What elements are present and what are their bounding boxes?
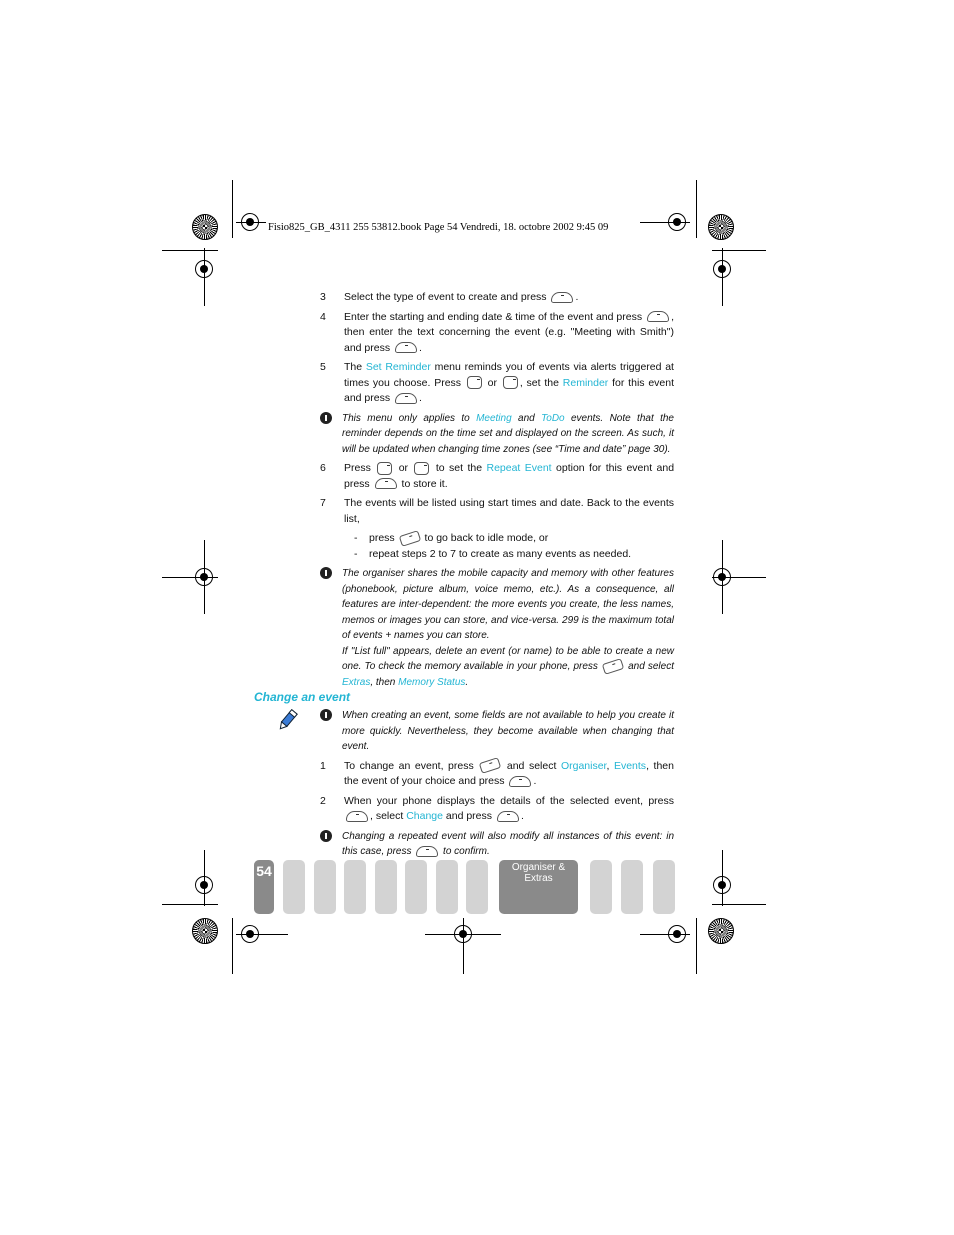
step-number: 5	[320, 361, 326, 373]
registration-mark	[241, 213, 259, 231]
step-number: 3	[320, 291, 326, 303]
menu-link-memory-status: Memory Status	[398, 676, 466, 688]
nav-left-icon	[467, 376, 482, 389]
menu-link-reminder: Reminder	[562, 376, 609, 389]
menu-link-repeat-event: Repeat Event	[486, 462, 552, 474]
ok-key-icon	[647, 311, 669, 322]
info-icon	[320, 412, 332, 424]
soft-key-icon	[346, 811, 368, 822]
menu-key-icon	[479, 757, 501, 774]
soft-key-icon	[509, 776, 531, 787]
registration-mark	[668, 213, 686, 231]
note-fields: When creating an event, some fields are not available to help you create it more quickly. Nevertheless, they become available when changing that event.	[320, 708, 674, 755]
step-5: 5 The Set Reminder menu reminds you of events via alerts triggered at times you choose. Press or , set the Reminder for this event and press .	[320, 361, 675, 404]
ok-key-icon	[395, 342, 417, 353]
menu-link-change: Change	[406, 810, 443, 822]
chapter-tab	[344, 860, 366, 914]
registration-mark	[195, 876, 213, 894]
registration-mark	[195, 568, 213, 586]
chapter-tab	[283, 860, 305, 914]
step-number: 6	[320, 462, 326, 474]
book-header: Fisio825_GB_4311 255 53812.book Page 54 Vendredi, 18. octobre 2002 9:45 09	[268, 222, 609, 233]
registration-mark	[713, 568, 731, 586]
soft-key-icon	[416, 846, 438, 857]
starburst-mark	[192, 918, 218, 944]
menu-link-meeting: Meeting	[476, 412, 512, 424]
chapter-label: Organiser & Extras	[499, 860, 578, 914]
step-number: 2	[320, 794, 326, 807]
nav-left-icon	[377, 462, 392, 475]
chapter-tab	[653, 860, 675, 914]
menu-link-extras: Extras	[342, 676, 371, 688]
menu-key-icon	[602, 658, 624, 675]
chapter-tab	[405, 860, 427, 914]
menu-link-events: Events	[613, 759, 647, 772]
registration-mark	[195, 260, 213, 278]
step-number: 4	[320, 310, 326, 323]
starburst-mark	[192, 214, 218, 240]
chapter-tab	[314, 860, 336, 914]
step-6: 6 Press or to set the Repeat Event option for this event and press to store it.	[320, 462, 675, 490]
registration-mark	[668, 925, 686, 943]
step-number: 7	[320, 497, 326, 509]
menu-link-todo: ToDo	[541, 412, 565, 424]
note-reminder: This menu only applies to Meeting and ToDo events. Note that the reminder depends on the time set and displayed on the screen. As such, it will be updated when changing time zones (see “Time and date” page 30).	[320, 411, 674, 458]
list-item: - press to go back to idle mode, or	[354, 531, 674, 547]
step-7: 7 The events will be listed using start times and date. Back to the events list,	[320, 497, 674, 525]
step-4: 4 Enter the starting and ending date & time of the event and press , then enter the text concerning the event (e.g. "Meeting with Smith") and press .	[320, 310, 674, 354]
list-item: - repeat steps 2 to 7 to create as many events as needed.	[354, 547, 632, 560]
chapter-tab	[436, 860, 458, 914]
page-number: 54	[254, 860, 274, 914]
change-step-2: 2 When your phone displays the details of the selected event, press , select Change and press .	[320, 794, 674, 822]
menu-link-organiser: Organiser	[560, 759, 607, 772]
registration-mark	[713, 876, 731, 894]
step-3: 3 Select the type of event to create and press .	[320, 290, 674, 306]
info-icon	[320, 567, 332, 579]
note-repeated: Changing a repeated event will also modify all instances of this event: in this case, press to confirm.	[320, 829, 674, 860]
chapter-tab	[590, 860, 612, 914]
menu-link-set-reminder: Set Reminder	[365, 361, 431, 373]
step-7-options	[320, 531, 674, 562]
chapter-tab	[466, 860, 488, 914]
section-title: Change an event	[254, 690, 351, 704]
soft-key-icon	[551, 292, 573, 303]
soft-key-icon	[497, 811, 519, 822]
nav-right-icon	[414, 462, 429, 475]
note-memory: The organiser shares the mobile capacity and memory with other features (phonebook, picture album, voice memo, etc.). As a consequence, all features are inter-dependent: the more events you create, the less names, memos or images you can store, and vice-versa. 299 is the maximum total of events + names you can store. If "List full" appears, delete an event (or name) to be able to create a new one. To check the memory available in your phone, press and select Extras, then Memory Status.	[320, 566, 674, 690]
chapter-tab	[621, 860, 643, 914]
registration-mark	[713, 260, 731, 278]
nav-right-icon	[503, 376, 518, 389]
change-event-content	[320, 708, 674, 864]
soft-key-icon	[395, 393, 417, 404]
pen-icon	[276, 708, 298, 732]
step-number: 1	[320, 759, 326, 772]
change-step-1: 1 To change an event, press and select Organiser, Events, then the event of your choice and press .	[320, 759, 674, 790]
info-icon	[320, 830, 332, 842]
registration-mark	[241, 925, 259, 943]
soft-key-icon	[375, 478, 397, 489]
chapter-tab	[375, 860, 397, 914]
starburst-mark	[708, 214, 734, 240]
info-icon	[320, 709, 332, 721]
starburst-mark	[708, 918, 734, 944]
registration-mark	[454, 925, 472, 943]
page-content	[320, 290, 674, 694]
hangup-key-icon	[398, 530, 420, 547]
